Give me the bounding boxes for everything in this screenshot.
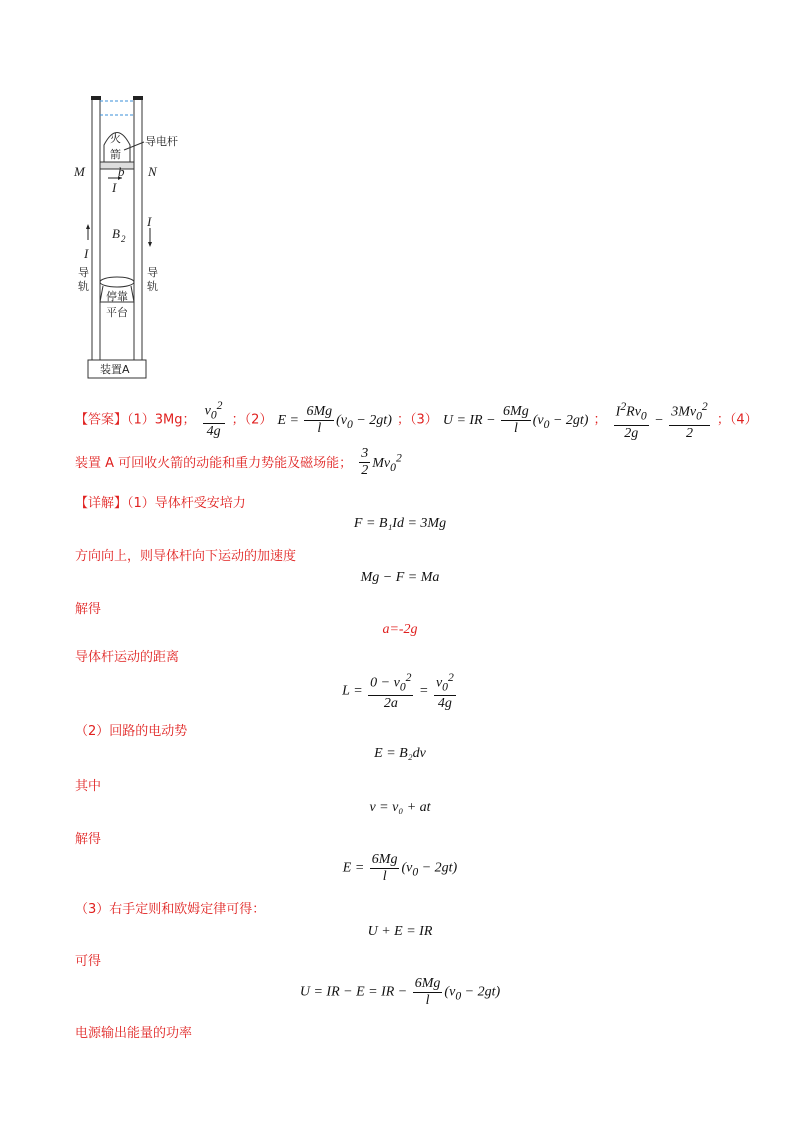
label-b: b bbox=[118, 164, 125, 179]
detail-s9: 可得 bbox=[75, 954, 102, 969]
eq4: L = $\frac{0 - v_0^2}{2a}$ = $\frac{v_0^2}{4g}$ bbox=[342, 671, 454, 712]
answer-part2: ；（2） bbox=[231, 412, 273, 428]
answer-part3: ；（3） bbox=[396, 412, 438, 428]
eq9: U = IR − E = IR − $\frac{6Mg}{l}$ $(v_0 - 2gt)$ bbox=[299, 976, 501, 1008]
platform-label-1: 停靠 bbox=[106, 290, 128, 303]
answer-part5: ；（4） bbox=[716, 412, 758, 428]
answer-eq-P: $\frac{I^2Rv_0}{2g}$ − $\frac{3Mv_0^2}{2}$ bbox=[615, 400, 708, 441]
rod-label: 导电杆 bbox=[145, 135, 178, 148]
answer-energy-rest: $Mv_0^2$ bbox=[372, 451, 402, 474]
eq7: E = $\frac{6Mg}{l}$ $(v_0 - 2gt)$ bbox=[342, 852, 458, 884]
detail-s3: 解得 bbox=[75, 602, 102, 617]
detail-s6: 其中 bbox=[75, 779, 102, 794]
eq6: v = v₀ + at bbox=[369, 800, 431, 815]
rail-left-label-1: 导 bbox=[78, 266, 89, 279]
detail-s2: 方向向上，则导体杆向下运动的加速度 bbox=[75, 549, 297, 564]
answer-eq-U: U = IR − $\frac{6Mg}{l}$ $(v_0 - 2gt)$ bbox=[442, 404, 589, 437]
label-I-rod: I bbox=[112, 180, 117, 195]
device-label: 装置A bbox=[100, 363, 130, 376]
answer-energy-frac: $\frac{3}{2}$ bbox=[361, 446, 369, 478]
detail-tag: 【详解】 bbox=[75, 496, 128, 511]
eq1: F = B₁Id = 3Mg bbox=[353, 516, 447, 531]
answer-frac-L: $\frac{v_0^2}{4g}$ bbox=[204, 399, 223, 440]
detail-s5: （2）回路的电动势 bbox=[75, 724, 188, 739]
rail-right-label-1: 导 bbox=[147, 266, 158, 279]
rocket-rail-diagram bbox=[70, 90, 200, 382]
detail-s10: 电源输出能量的功率 bbox=[75, 1026, 193, 1041]
eq3: a=-2g bbox=[382, 622, 418, 637]
label-B2: B bbox=[112, 226, 120, 241]
detail-s1: （1）导体杆受安培力 bbox=[127, 496, 246, 511]
rail-right-label-2: 轨 bbox=[147, 280, 158, 293]
answer-line-1 bbox=[75, 398, 758, 442]
detail-s4: 导体杆运动的距离 bbox=[75, 650, 180, 665]
label-N: N bbox=[148, 164, 157, 179]
label-M: M bbox=[74, 164, 85, 179]
answer-part4: ； bbox=[593, 412, 607, 428]
eq2: Mg − F = Ma bbox=[360, 570, 440, 585]
answer-line-2 bbox=[75, 446, 402, 479]
answer-line2-text: 装置 A 可回收火箭的动能和重力势能及磁场能； bbox=[75, 456, 353, 471]
rocket-bottom-label: 箭 bbox=[110, 148, 121, 161]
label-I-left: I bbox=[84, 246, 89, 261]
label-I-right: I bbox=[147, 214, 152, 229]
eq5: E = B₂dv bbox=[374, 746, 426, 761]
detail-s7: 解得 bbox=[75, 832, 102, 847]
eq8: U + E = IR bbox=[367, 924, 433, 939]
rail-left-label-2: 轨 bbox=[78, 280, 89, 293]
answer-part1: （1）3Mg； bbox=[127, 412, 196, 428]
rocket-top-label: 火 bbox=[110, 132, 121, 145]
platform-label-2: 平台 bbox=[106, 306, 128, 319]
label-B2-sub: 2 bbox=[121, 234, 126, 244]
detail-s8: （3）右手定则和欧姆定律可得： bbox=[75, 902, 266, 917]
answer-eq-E: E = $\frac{6Mg}{l}$ $(v_0 - 2gt)$ bbox=[277, 404, 392, 437]
answer-tag: 【答案】 bbox=[75, 412, 128, 428]
detail-heading bbox=[75, 492, 246, 511]
